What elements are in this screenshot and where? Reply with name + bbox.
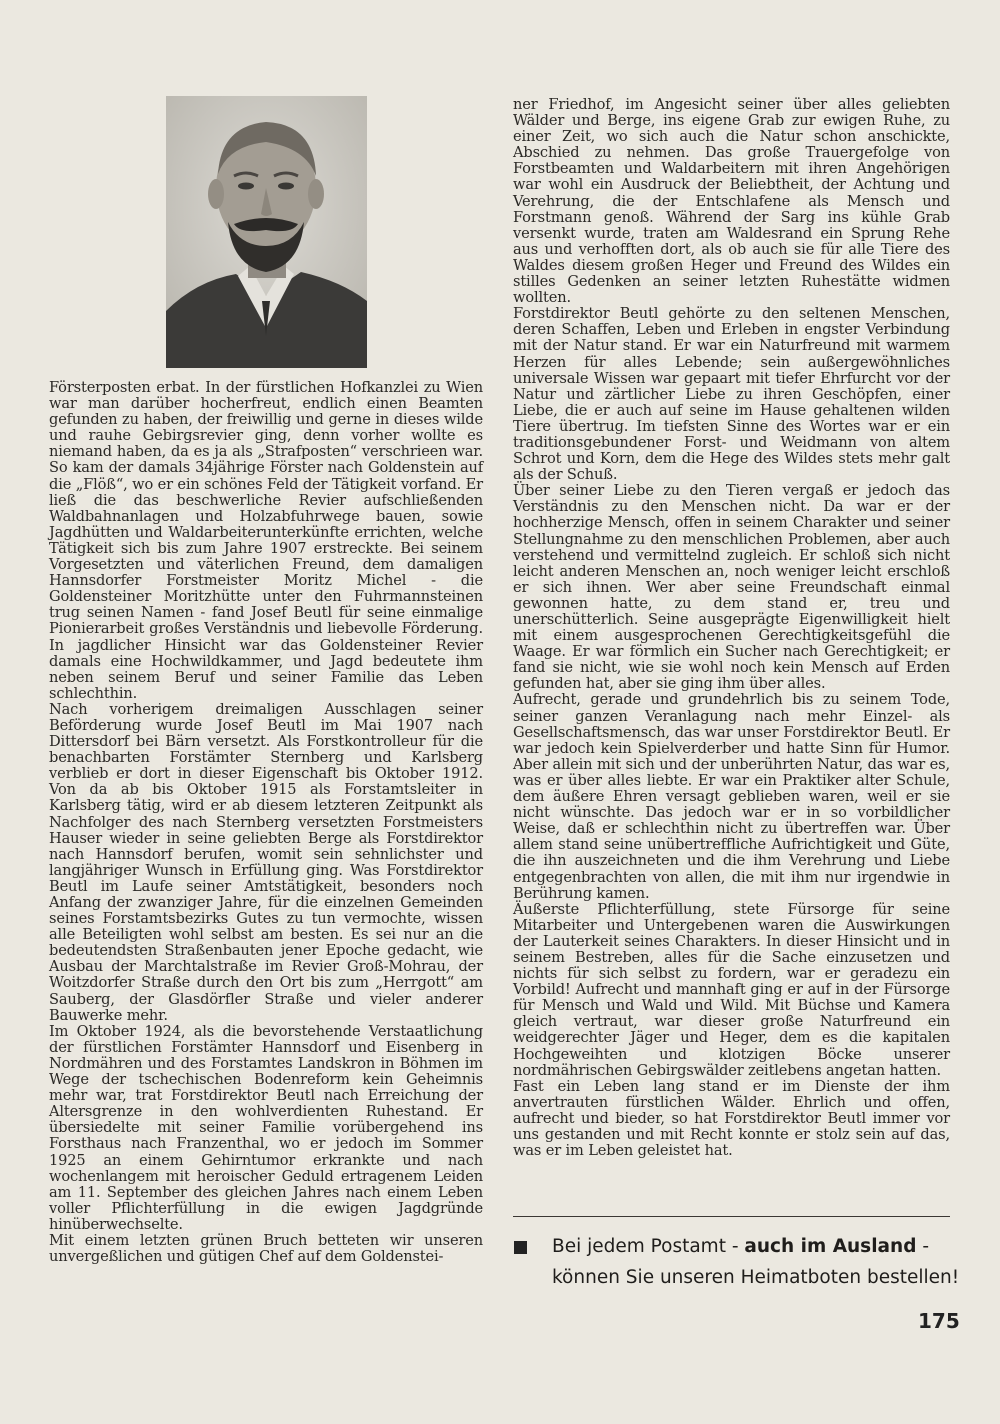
portrait-image: [166, 96, 367, 368]
article-paragraph: Mit einem letzten grünen Bruch betteten wir unseren unvergeßlichen und gütigen Chef auf dem Goldenstei-: [49, 1231, 483, 1266]
ad-line-1: [552, 1232, 929, 1261]
article-paragraph: Nach vorherigem dreimaligen Ausschlagen seiner Beförderung wurde Josef Beutl im Mai 1907 nach Dittersdorf bei Bärn versetzt. Als Forstkontrolleur für die benachbarten Forstämter Sternberg und Karlsberg verblieb er dort in dieser Eigenschaft bis Oktober 1912. Von da ab bis Oktober 1915 als Forstamtsleiter in Karlsberg tätig, wird er ab diesem letzteren Zeitpunkt als Nachfolger des nach Sternberg versetzten Forstmeisters Hauser wieder in seine geliebten Berge als Forstdirektor nach Hannsdorf berufen, womit sein sehnlichster und langjähriger Wunsch in Erfüllung ging. Was Forstdirektor Beutl im Laufe seiner Amtstätigkeit, besonders noch Anfang der zwanziger Jahre, für die einzelnen Gemeinden seines Forstamtsbezirks Gutes zu tun vermochte, wissen alle Beteiligten wohl selbst am besten. Es sei nur an die bedeutendsten Straßenbauten jener Epoche gedacht, wie Ausbau der Marchtalstraße im Revier Groß-Mohrau, der Woitzdorfer Straße durch den Ort bis zum „Herrgott“ am Sauberg, der Glasdörfler Straße und vieler anderer Bauwerke mehr.: [49, 700, 483, 1024]
ad-line-2: können Sie unseren Heimatboten bestellen!: [552, 1267, 960, 1288]
ad-text: -: [916, 1236, 929, 1257]
article-paragraph: Fast ein Leben lang stand er im Dienste der ihm anvertrauten fürstlichen Wälder. Ehrlich und offen, aufrecht und bieder, so hat Forstdirektor Beutl immer vor uns gestanden und mit Recht konnte er stolz sein auf das, was er im Leben geleistet hat.: [513, 1077, 950, 1160]
article-paragraph: Äußerste Pflichterfüllung, stete Fürsorge für seine Mitarbeiter und Untergebenen waren die Auswirkungen der Lauterkeit seines Charakters. In dieser Hinsicht und in seinem Bestreben, alles für die Sache einzusetzen und nichts für sich selbst zu fordern, war er geradezu ein Vorbild! Aufrecht und mannhaft ging er auf in der Fürsorge für Mensch und Wald und Wild. Mit Büchse und Kamera gleich vertraut, war dieser große Naturfreund ein weidgerechter Jäger und Heger, dem es die kapitalen Hochgeweihten und klotzigen Böcke unserer nordmährischen Gebirgswälder zeitlebens angetan hatten.: [513, 900, 950, 1079]
article-paragraph: ner Friedhof, im Angesicht seiner über alles geliebten Wälder und Berge, ins eigene Grab zur ewigen Ruhe, zu einer Zeit, wo sich auch die Natur schon anschickte, Abschied zu nehmen. Das große Trauergefolge von Forstbeamten und Waldarbeitern mit ihren Angehörigen war wohl ein Ausdruck der Beliebtheit, der Achtung und Verehrung, die der Entschlafene als Mensch und Forstmann genoß. Während der Sarg ins kühle Grab versenkt wurde, traten am Waldesrand ein Sprung Rehe aus und verhofften dort, als ob auch sie für alle Tiere des Waldes diesem großen Heger und Freund des Wildes ein stilles Gedenken an seiner letzten Ruhestätte widmen wollten.: [513, 96, 950, 307]
ad-divider-rule: [513, 1216, 950, 1217]
article-column-right: [513, 97, 950, 1159]
article-column-left: [49, 380, 483, 1265]
portrait-photo: [166, 96, 367, 368]
page-number: 175: [918, 1309, 960, 1333]
article-paragraph: Über seiner Liebe zu den Tieren vergaß er jedoch das Verständnis zu den Menschen nicht. Da war er der hochherzige Mensch, offen in seinem Charakter und seiner Stellungnahme zu den menschlichen Problemen, aber auch verstehend und vermittelnd zugleich. Er schloß sich nicht leicht anderen Menschen an, noch weniger leicht erschloß er sich ihnen. Wer aber seine Freundschaft einmal gewonnen hatte, zu dem stand er, treu und unerschütterlich. Seine ausgeprägte Eigenwilligkeit hielt mit einem ausgesprochenen Gerechtigkeitsgefühl die Waage. Er war förmlich ein Sucher nach Gerechtigkeit; er fand sie nicht, wie sie wohl noch kein Mensch auf Erden gefunden hat, aber sie ging ihm über alles.: [513, 482, 950, 693]
article-paragraph: Im Oktober 1924, als die bevorstehende Verstaatlichung der fürstlichen Forstämter Hannsdorf und Eisenberg in Nordmähren und des Forstamtes Landskron in Böhmen im Wege der tschechischen Bodenreform kein Geheimnis mehr war, trat Forstdirektor Beutl nach Erreichung der Altersgrenze in den wohlverdienten Ruhestand. Er übersiedelte mit seiner Familie vorübergehend ins Forsthaus nach Franzenthal, wo er jedoch im Sommer 1925 an einem Gehirntumor erkrankte und nach wochenlangem mit heroischer Geduld ertragenem Leiden am 11. September des gleichen Jahres nach einem Leben voller Pflichterfüllung in die ewigen Jagdgründe hinüberwechselte.: [49, 1022, 483, 1233]
ad-emphasis: auch im Ausland: [744, 1236, 917, 1257]
ad-text: Bei jedem Postamt -: [552, 1236, 745, 1257]
square-bullet-icon: [514, 1241, 527, 1254]
article-paragraph: Försterposten erbat. In der fürstlichen Hofkanzlei zu Wien war man darüber hocherfreut, endlich einen Beamten gefunden zu haben, der freiwillig und gerne in dieses wilde und rauhe Gebirgsrevier ging, denn vorher wollte es niemand haben, da es ja als „Strafposten“ verschrieen war. So kam der damals 34jährige Förster nach Goldenstein auf die „Flöß“, wo er ein schönes Feld der Tätigkeit vorfand. Er ließ die das beschwerliche Revier aufschließenden Waldbahnanlagen und Holzabfuhrwege bauen, sowie Jagdhütten und Waldarbeiterunterkünfte errichten, welche Tätigkeit sich bis zum Jahre 1907 erstreckte. Bei seinem Vorgesetzten und väterlichen Freund, dem damaligen Hannsdorfer Forstmeister Moritz Michel - die Goldensteiner Moritzhütte unter den Fuhrmannsteinen trug seinen Namen - fand Josef Beutl für seine einmalige Pionierarbeit großes Verständnis und liebevolle Förderung. In jagdlicher Hinsicht war das Goldensteiner Revier damals eine Hochwildkammer, und Jagd bedeutete ihm neben seinem Beruf und seiner Familie das Leben schlechthin.: [49, 379, 483, 702]
article-paragraph: Aufrecht, gerade und grundehrlich bis zu seinem Tode, seiner ganzen Veranlagung nach mehr Einzel- als Gesellschaftsmensch, das war unser Forstdirektor Beutl. Er war jedoch kein Spielverderber und hatte Sinn für Humor. Aber allein mit sich und der unberührten Natur, das war es, was er über alles liebte. Er war ein Praktiker alter Schule, dem äußere Ehren versagt geblieben waren, weil er sie nicht wünschte. Das jedoch war er in so vorbildlicher Weise, daß er schlechthin nicht zu übertreffen war. Über allem stand seine unübertreffliche Aufrichtigkeit und Güte, die ihn auszeichneten und die ihm Verehrung und Liebe entgegenbrachten von allen, die mit ihm nur irgendwie in Berührung kamen.: [513, 691, 950, 902]
article-paragraph: Forstdirektor Beutl gehörte zu den seltenen Menschen, deren Schaffen, Leben und Erleben in engster Verbindung mit der Natur stand. Er war ein Naturfreund mit warmem Herzen für alles Lebende; sein außergewöhnliches universale Wissen war gepaart mit tiefer Ehrfurcht vor der Natur und zärtlicher Liebe zu ihren Geschöpfen, einer Liebe, die er auch auf seine im Hause gehaltenen wilden Tiere übertrug. Im tiefsten Sinne des Wortes war er ein traditionsgebundener Forst- und Weidmann von altem Schrot und Korn, dem die Hege des Wildes stets mehr galt als der Schuß.: [513, 305, 950, 484]
